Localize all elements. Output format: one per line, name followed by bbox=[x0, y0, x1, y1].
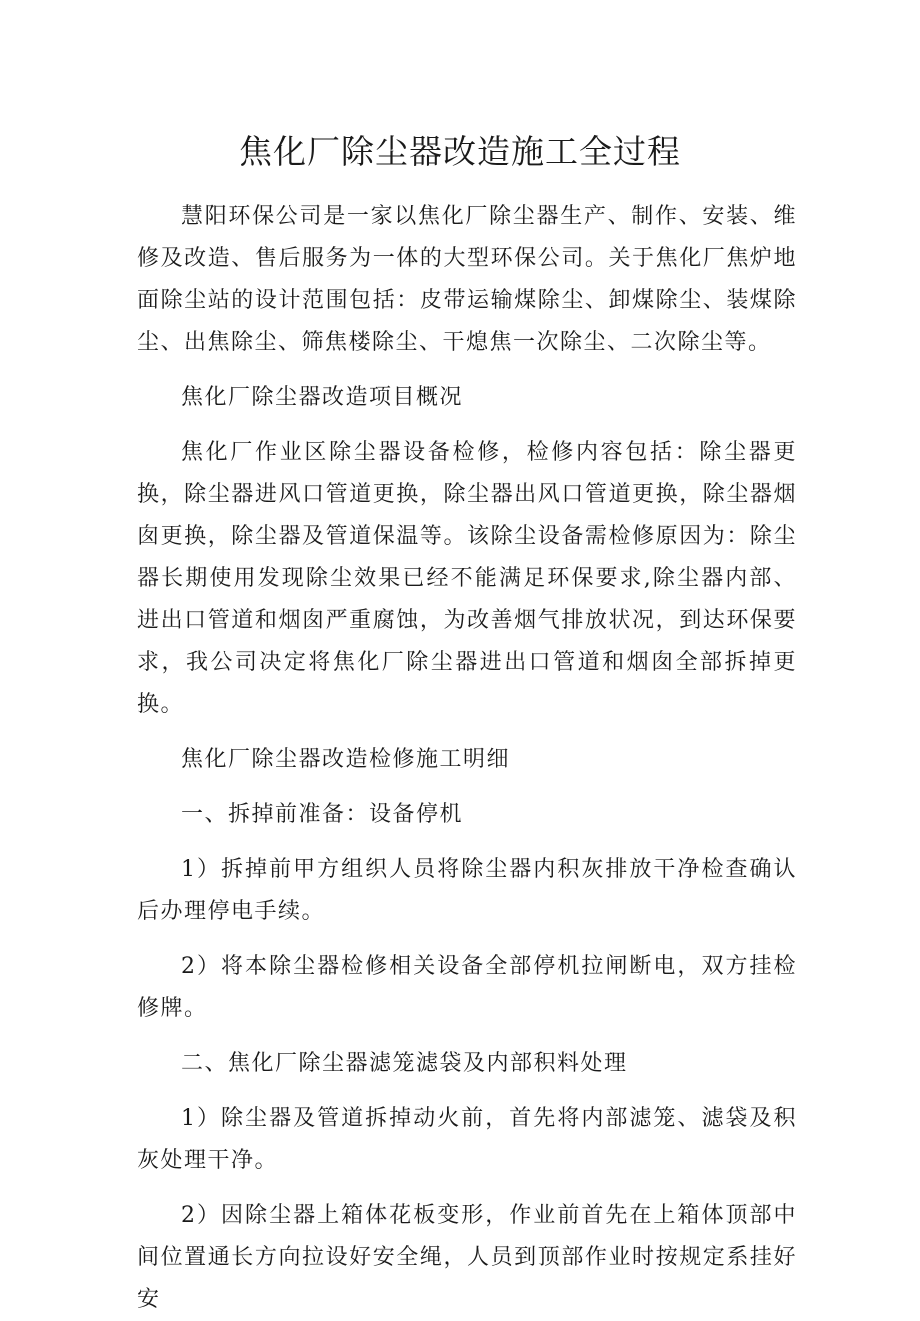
document-title: 焦化厂除尘器改造施工全过程 bbox=[239, 132, 681, 171]
section-heading-step-two: 二、焦化厂除尘器滤笼滤袋及内部积料处理 bbox=[181, 1051, 628, 1076]
paragraph-overview: 焦化厂作业区除尘器设备检修，检修内容包括：除尘器更换，除尘器进风口管道更换，除尘器出风口管道更换，除尘器烟囱更换，除尘器及管道保温等。该除尘设备需检修原因为：除尘器长期使用发现除尘效果已经不能满足环保要求,除尘器内部、进出口管道和烟囱严重腐蚀，为改善烟气排放状况，到达环保要求，我公司决定将焦化厂除尘器进出口管道和烟囱全部拆掉更换。 bbox=[137, 440, 797, 717]
paragraph-step-two-item-1: 1）除尘器及管道拆掉动火前，首先将内部滤笼、滤袋及积灰处理干净。 bbox=[137, 1106, 797, 1173]
paragraph-step-one-item-2: 2）将本除尘器检修相关设备全部停机拉闸断电，双方挂检修牌。 bbox=[137, 954, 797, 1021]
paragraph-step-one-item-1: 1）拆掉前甲方组织人员将除尘器内积灰排放干净检查确认后办理停电手续。 bbox=[137, 857, 797, 924]
section-heading-details: 焦化厂除尘器改造检修施工明细 bbox=[181, 747, 511, 772]
paragraph-intro: 慧阳环保公司是一家以焦化厂除尘器生产、制作、安装、维修及改造、售后服务为一体的大型环保公司。关于焦化厂焦炉地面除尘站的设计范围包括：皮带运输煤除尘、卸煤除尘、装煤除尘、出焦除尘、筛焦楼除尘、干熄焦一次除尘、二次除尘等。 bbox=[137, 204, 797, 355]
section-heading-overview: 焦化厂除尘器改造项目概况 bbox=[181, 385, 464, 410]
paragraph-step-two-item-2: 2）因除尘器上箱体花板变形，作业前首先在上箱体顶部中间位置通长方向拉设好安全绳，人员到顶部作业时按规定系挂好安 bbox=[137, 1203, 797, 1312]
document-body bbox=[137, 196, 797, 1321]
section-heading-step-one: 一、拆掉前准备：设备停机 bbox=[181, 802, 464, 827]
